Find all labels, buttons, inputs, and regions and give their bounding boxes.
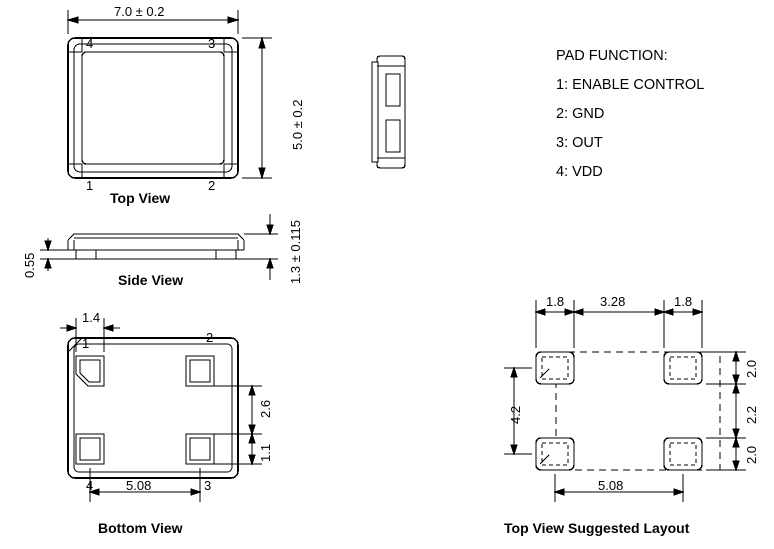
layout-pad-height-bottom-label: 2.0: [744, 445, 759, 464]
layout-pitch-label: 5.08: [598, 478, 624, 493]
pad-function-item-2: 2: GND: [556, 106, 605, 122]
layout-right-dimensions: [706, 352, 746, 470]
top-view-height-dimension: [242, 38, 272, 178]
end-view-body: [372, 56, 405, 168]
pad-function-block: [556, 42, 771, 187]
bottom-view-pin-3: 3: [204, 478, 212, 493]
layout-gap-label: 3.28: [600, 294, 626, 309]
top-view-body: [68, 38, 238, 178]
layout-caption: Top View Suggested Layout: [504, 520, 690, 536]
top-view-height-label: 5.0 ± 0.2: [290, 99, 305, 150]
bottom-view-pin-1: 1: [82, 336, 90, 351]
top-view-caption: Top View: [110, 190, 171, 206]
layout-pad-width-right-label: 1.8: [674, 294, 693, 309]
side-view-caption: Side View: [118, 272, 184, 288]
pad-function-item-3: 3: OUT: [556, 135, 603, 151]
side-view-thickness-dimension: [244, 214, 278, 280]
layout-pad-height-top-label: 2.0: [744, 359, 759, 378]
layout-total-height-label: 4.2: [508, 405, 523, 424]
pad-function-title: PAD FUNCTION:: [556, 48, 668, 64]
bottom-view-pin-4: 4: [86, 478, 94, 493]
layout-view: [536, 352, 720, 470]
side-view-body: [68, 234, 244, 259]
layout-gap-v-label: 2.2: [744, 405, 759, 424]
top-view-pin-1: 1: [86, 178, 94, 193]
top-view-pin-2: 2: [208, 178, 216, 193]
bottom-view-caption: Bottom View: [98, 520, 183, 536]
bottom-view-body: [68, 338, 238, 478]
bottom-view-pin-2: 2: [206, 330, 214, 345]
top-view-pin-3: 3: [208, 36, 216, 51]
pad-function-item-4: 4: VDD: [556, 164, 603, 180]
top-view-width-label: 7.0 ± 0.2: [114, 4, 165, 19]
layout-pad-width-left-label: 1.8: [546, 294, 565, 309]
side-view-standoff-dimension: [40, 238, 76, 271]
side-view-standoff-label: 0.55: [22, 252, 37, 278]
bottom-view-pad-height-label: 1.1: [258, 443, 273, 462]
bottom-view-row-pitch-label: 2.6: [258, 399, 273, 418]
pad-function-item-1: 1: ENABLE CONTROL: [556, 77, 705, 93]
bottom-view-pad-width-label: 1.4: [82, 310, 101, 325]
bottom-view-pitch-label: 5.08: [126, 478, 152, 493]
top-view-pin-4: 4: [86, 36, 94, 51]
side-view-thickness-label: 1.3 ± 0.115: [288, 220, 303, 284]
